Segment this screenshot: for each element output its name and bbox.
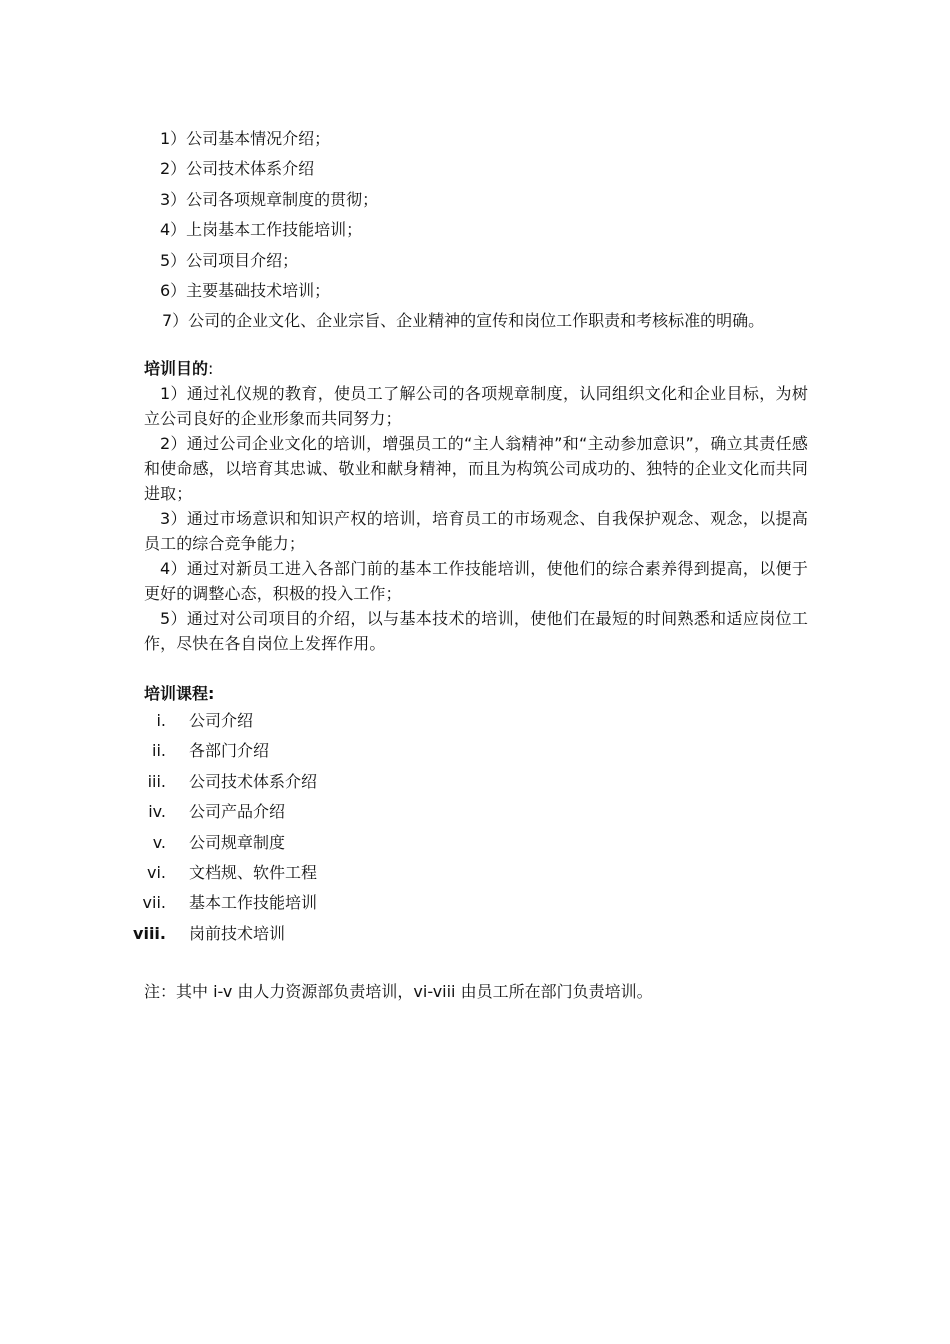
- training-courses-heading: 培训课程:: [144, 684, 215, 703]
- goal-paragraph: 1）通过礼仪规的教育，使员工了解公司的各项规章制度，认同组织文化和企业目标，为树立公司良好的企业形象而共同努力；: [144, 384, 808, 428]
- course-number: ii.: [152, 741, 166, 761]
- goal-paragraph: 5）通过对公司项目的介绍，以与基本技术的培训，使他们在最短的时间熟悉和适应岗位工作，尽快在各自岗位上发挥作用。: [144, 609, 808, 653]
- list-item: 6）主要基础技术培训；: [160, 280, 331, 300]
- course-item: [144, 828, 808, 858]
- training-goals-title: 培训目的: [144, 359, 209, 378]
- course-title: 公司产品介绍: [189, 802, 286, 822]
- course-item: [144, 767, 808, 797]
- goal-paragraph: 3）通过市场意识和知识产权的培训，培育员工的市场观念、自我保护观念、观念，以提高员工的综合竞争能力；: [144, 509, 808, 553]
- course-item: [144, 797, 808, 827]
- responsibility-note: 注：其中 i-v 由人力资源部负责培训，vi-viii 由员工所在部门负责培训。: [144, 982, 653, 1001]
- goal-paragraph: 4）通过对新员工进入各部门前的基本工作技能培训，使他们的综合素养得到提高，以便于更好的调整心态，积极的投入工作；: [144, 559, 808, 603]
- course-number: vi.: [147, 862, 166, 882]
- training-courses-section: [133, 681, 808, 949]
- course-title: 各部门介绍: [189, 741, 270, 761]
- course-title: 基本工作技能培训: [189, 893, 318, 913]
- training-goals-heading: [144, 356, 808, 381]
- training-goals-section: [144, 356, 808, 656]
- goal-paragraph: 2）通过公司企业文化的培训，增强员工的“主人翁精神”和“主动参加意识”，确立其责任感和使命感，以培育其忠诚、敬业和献身精神，而且为构筑公司成功的、独特的企业文化而共同进取；: [144, 434, 808, 503]
- list-item: 2）公司技术体系介绍: [160, 159, 315, 179]
- course-number: i.: [156, 711, 166, 730]
- course-item: [144, 706, 808, 736]
- course-item: [144, 858, 808, 888]
- course-number: iv.: [148, 802, 166, 822]
- course-number: v.: [152, 832, 166, 852]
- course-item: [144, 736, 808, 766]
- course-title: 公司技术体系介绍: [189, 771, 318, 791]
- training-content-list: [160, 124, 840, 337]
- list-item: 4）上岗基本工作技能培训；: [160, 220, 363, 240]
- course-number: iii.: [147, 771, 166, 791]
- course-title: 公司介绍: [189, 711, 254, 730]
- list-item: 1）公司基本情况介绍；: [160, 129, 331, 148]
- training-goals-colon: :: [208, 359, 214, 378]
- course-title: 文档规、软件工程: [189, 862, 318, 882]
- list-item: 3）公司各项规章制度的贯彻；: [160, 189, 379, 209]
- course-number: viii.: [133, 923, 166, 943]
- list-item: 5）公司项目介绍；: [160, 250, 299, 270]
- course-title: 岗前技术培训: [189, 923, 286, 943]
- course-item: [133, 919, 808, 949]
- course-title: 公司规章制度: [189, 832, 286, 852]
- course-number: vii.: [142, 893, 166, 913]
- list-item: 7）公司的企业文化、企业宗旨、企业精神的宣传和岗位工作职责和考核标准的明确。: [162, 311, 765, 331]
- course-item: [144, 888, 808, 918]
